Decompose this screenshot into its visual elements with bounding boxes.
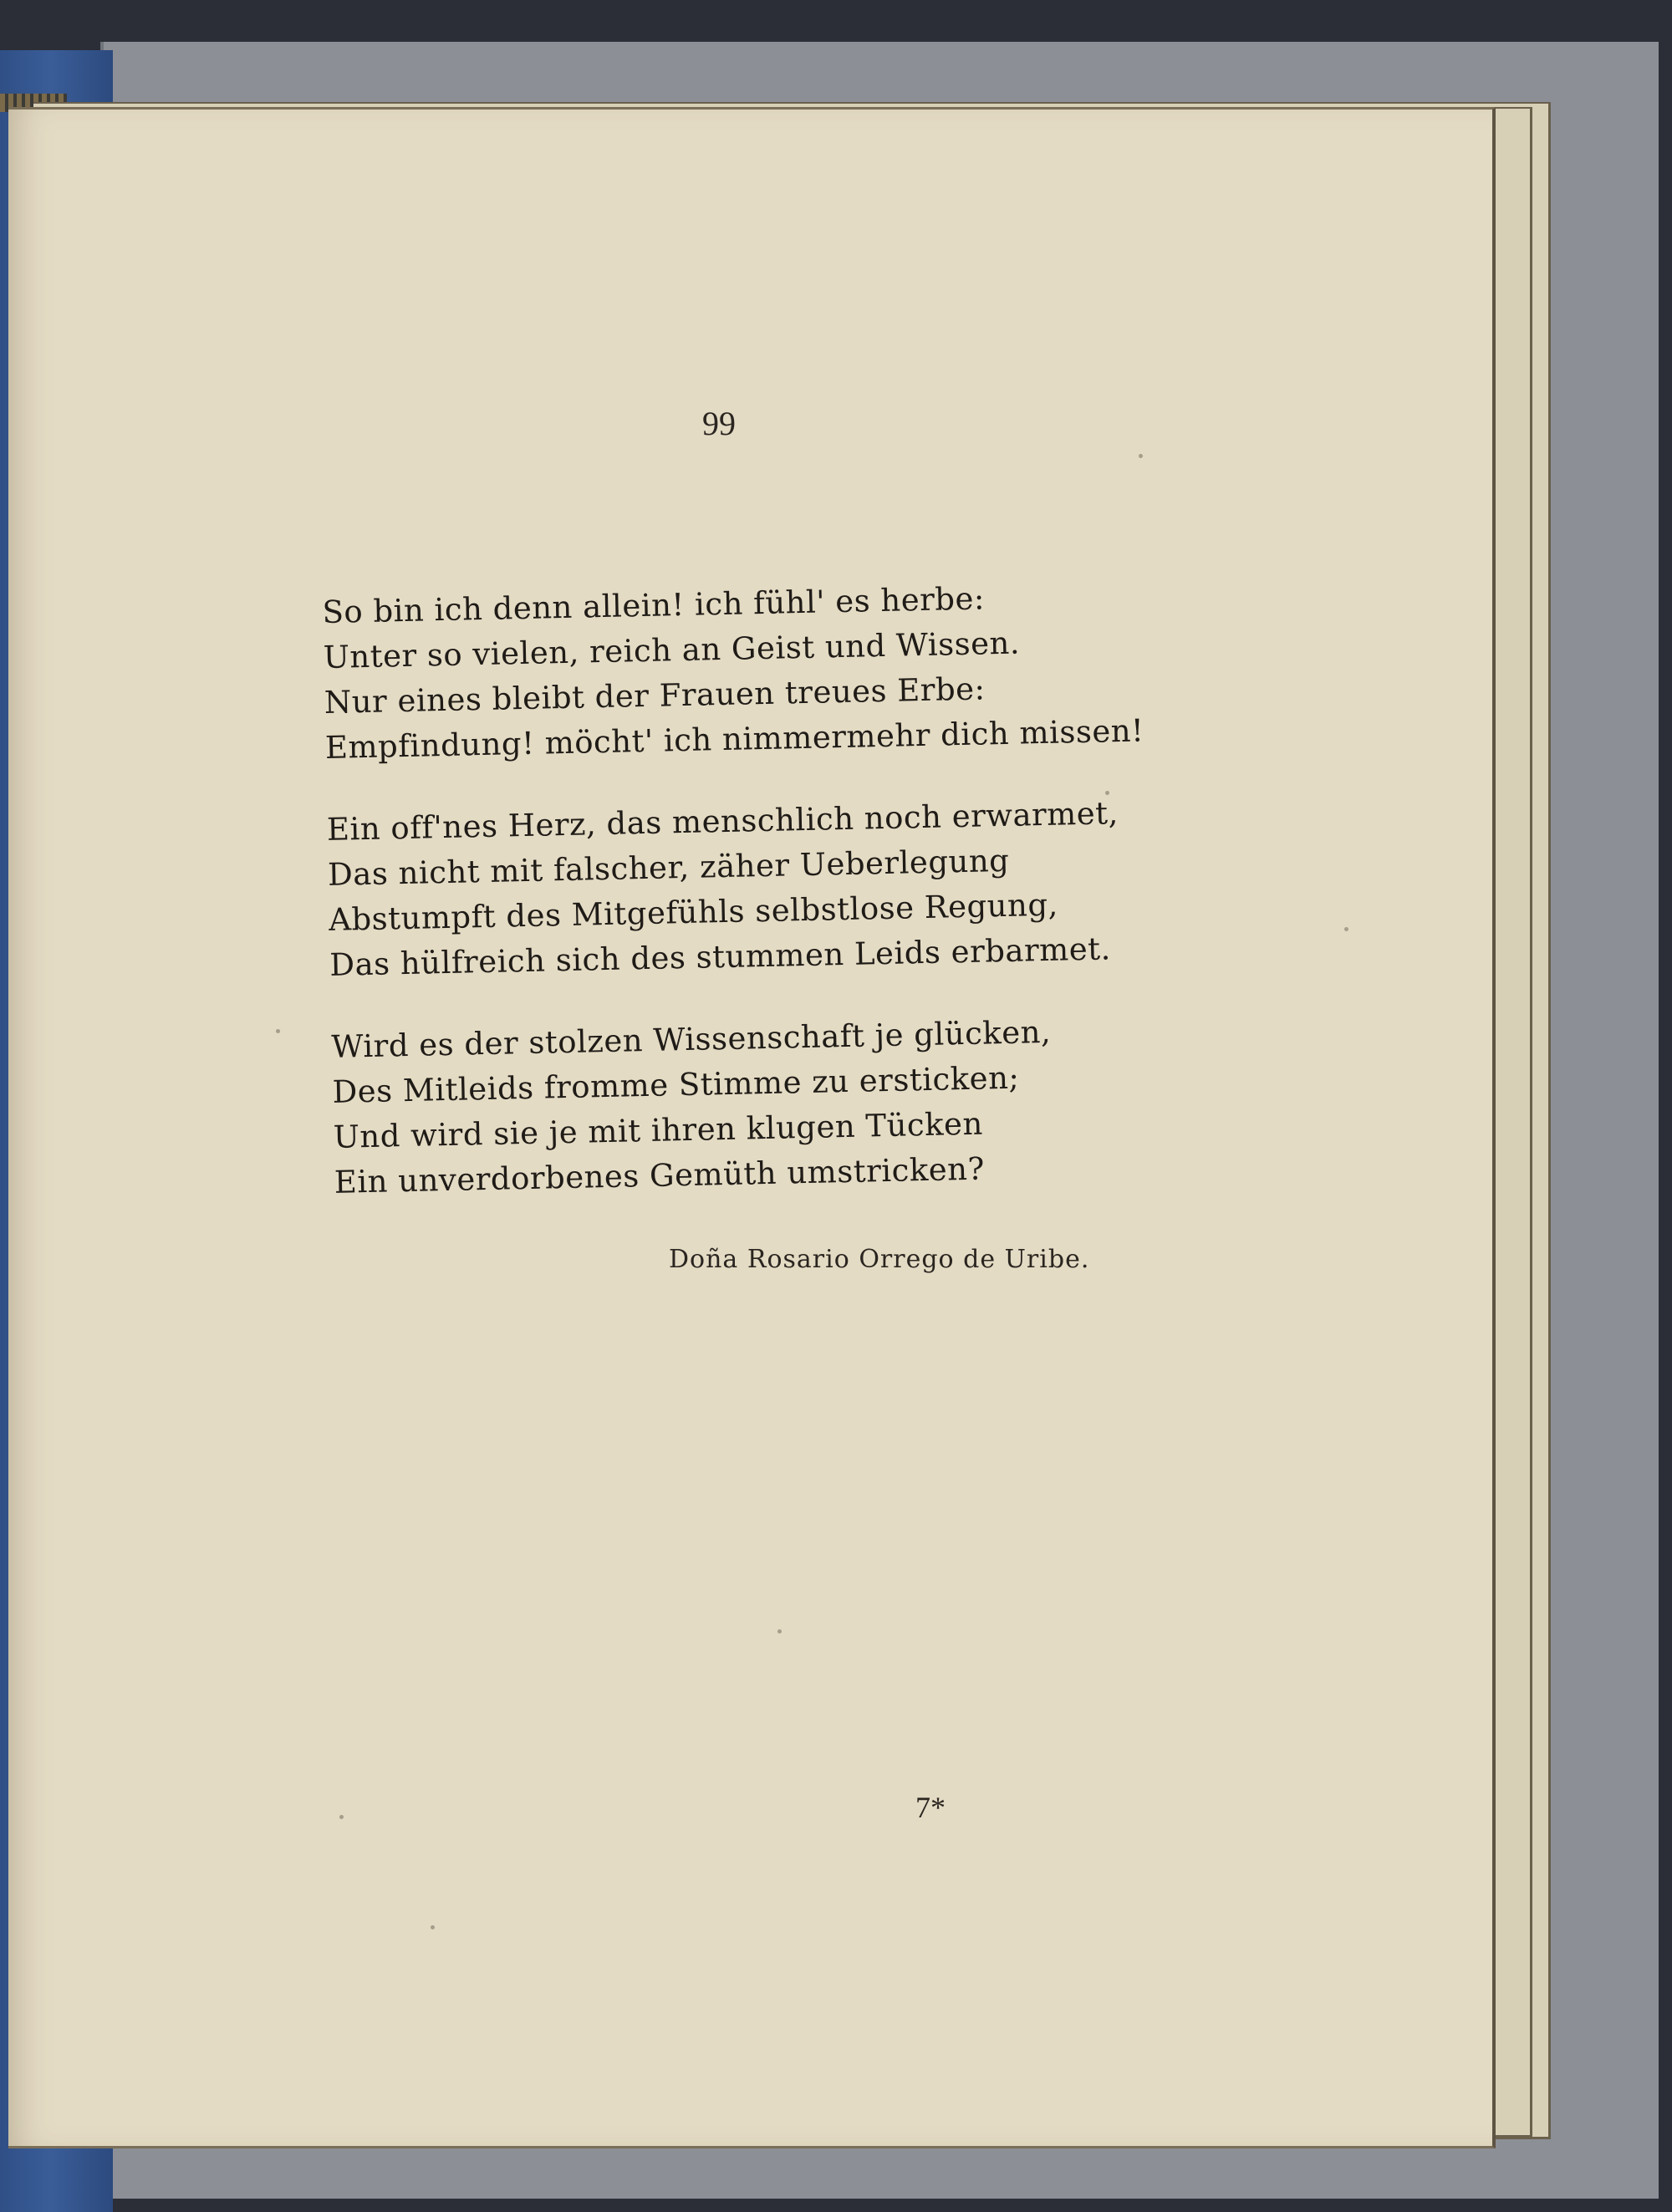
poem [322,572,1205,1242]
poem-line: Unter so vielen, reich an Geist und Wissen. [323,624,1021,675]
poem-line: Das hülfreich sich des stummen Leids erbarmet. [329,930,1112,983]
poem-line: Abstumpft des Mitgefühls selbstlose Regung, [328,886,1059,938]
paper-speck [339,1815,344,1819]
poem-line: Das nicht mit falscher, zäher Ueberlegung [327,842,1010,893]
page-number: 99 [702,405,736,442]
paper-speck [1344,927,1348,931]
poem-line: Ein off'nes Herz, das menschlich noch erwarmet, [326,795,1119,848]
stanza-1 [322,572,1195,771]
poem-line: Empfindung! möcht' ich nimmermehr dich missen! [324,712,1144,766]
paper-speck [276,1029,280,1033]
book-page [8,107,1496,2148]
stanza-3 [331,1007,1204,1205]
poem-line: Nur eines bleibt der Frauen treues Erbe: [324,670,986,721]
stanza-2 [326,789,1199,988]
poem-line: Ein unverdorbenes Gemüth umstricken? [334,1150,986,1200]
poem-line: Des Mitleids fromme Stimme zu ersticken; [332,1059,1020,1110]
paper-speck [1105,791,1109,795]
paper-speck [777,1629,782,1634]
poem-author: Doña Rosario Orrego de Uribe. [669,1245,1090,1274]
paper-speck [1139,454,1143,458]
poem-line: Und wird sie je mit ihren klugen Tücken [333,1105,984,1155]
printer-signature-mark: 7* [915,1791,946,1824]
poem-line: Wird es der stolzen Wissenschaft je glücken, [330,1013,1052,1065]
poem-line: So bin ich denn allein! ich fühl' es herbe: [322,580,986,630]
paper-speck [431,1925,435,1929]
